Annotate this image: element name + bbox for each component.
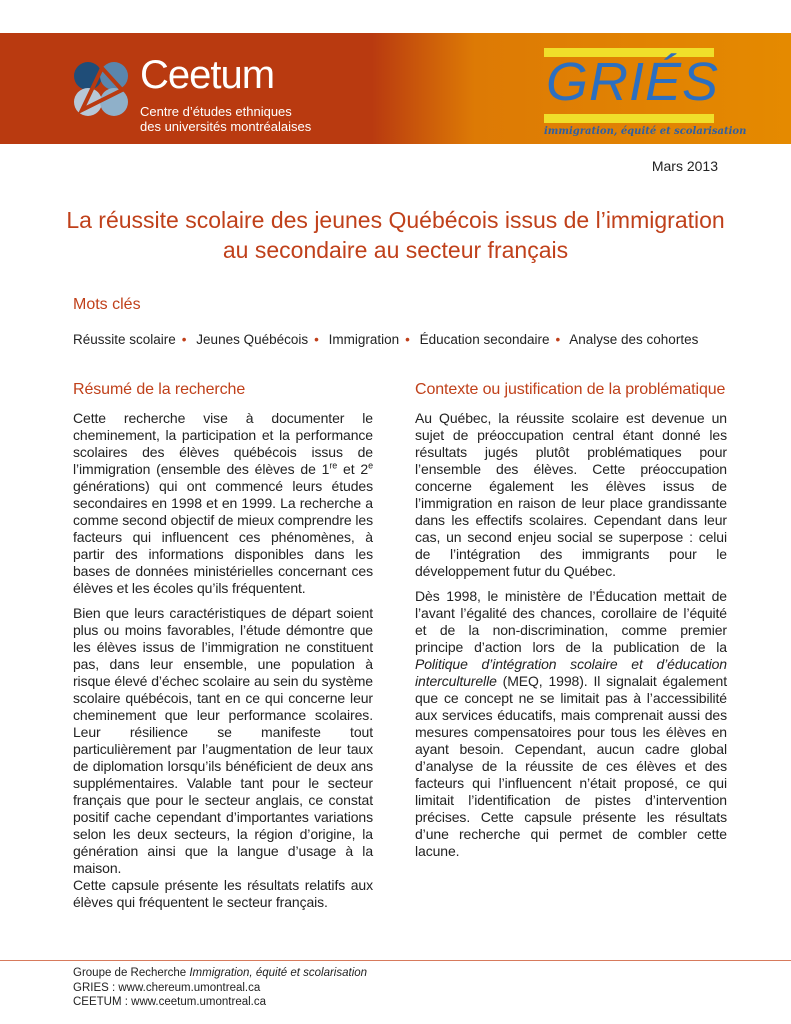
resume-paragraph-2: Bien que leurs caractéristiques de départ soient plus ou moins favorables, l’étude démontre que les élèves issus de l’immigration ne constituent pas, dans leur ensemble, une population à risque élevé d’échec scolaire au sein du système scolaire québécois, tant en ce qui concerne leur cheminement que leur performance scolaires. Leur résilience se manifeste tout particulièrement par l’augmentation de leur taux de diplomation lorsqu’ils bénéficient de deux ans supplémentaires. Valable tant pour le secteur français que pour le secteur anglais, ce constat positif cache cependant d’importantes variations selon les deux secteurs, la région d’origine, la génération ainsi que la langue d’usage à la maison. bbox=[73, 605, 373, 876]
bullet-icon: • bbox=[314, 332, 319, 347]
footer bbox=[73, 966, 367, 1010]
gries-bar-bottom bbox=[544, 114, 714, 123]
gries-tagline: immigration, équité et scolarisation bbox=[544, 126, 747, 137]
keyword: Éducation secondaire bbox=[419, 332, 550, 347]
resume-section bbox=[73, 380, 373, 911]
contexte-section bbox=[415, 380, 727, 860]
keywords-list bbox=[73, 331, 698, 348]
bullet-icon: • bbox=[555, 332, 561, 347]
ceetum-sub-line2: des universités montréalaises bbox=[140, 119, 312, 134]
ceetum-subtitle bbox=[140, 104, 311, 134]
footer-gries-link[interactable]: GRIES : www.chereum.umontreal.ca bbox=[73, 981, 261, 994]
gries-name: GRIÉS bbox=[546, 52, 720, 112]
keywords-heading: Mots clés bbox=[73, 296, 141, 313]
footer-ceetum-link[interactable]: CEETUM : www.ceetum.umontreal.ca bbox=[73, 996, 267, 1008]
resume-paragraph-3: Cette capsule présente les résultats relatifs aux élèves qui fréquentent le secteur français. bbox=[73, 877, 373, 910]
keyword: Jeunes Québécois bbox=[196, 332, 309, 347]
keyword: Analyse des cohortes bbox=[569, 332, 699, 347]
contexte-paragraph-1: Au Québec, la réussite scolaire est devenue un sujet de préoccupation central étant donné les résultats jugés plutôt problématiques pour l’ensemble des élèves. Cette préoccupation concerne également les élèves issus de l’immigration en raison de leur place grandissante dans les effectifs scolaires. Cependant dans leur cas, un second enjeu social se superpose : celui de l’intégration des immigrants pour le développement futur du Québec. bbox=[415, 410, 727, 579]
contexte-paragraph-2: Dès 1998, le ministère de l’Éducation mettait de l’avant l’égalité des chances, corollaire de l’équité et de la non-discrimination, comme premier principe d’action lors de la publication de la Politique d’intégration scolaire et d’éducation interculturelle (MEQ, 1998). Il signalait également que ce concept ne se limitait pas à l’accessibilité aux services éducatifs, mais comprenait aussi des mesures compensatoires pour tous les élèves en ayant besoin. Cependant, aucun cadre global d’analyse de la réussite de ces élèves et des facteurs qui l’influencent n’était proposé, ce qui limitait l’identification de pistes d’intervention précises. Cette capsule présente les résultats d’une recherche qui permet de combler cette lacune. bbox=[415, 588, 727, 859]
keyword: Immigration bbox=[328, 332, 400, 347]
ceetum-name: Ceetum bbox=[140, 53, 275, 97]
ceetum-mark-icon bbox=[72, 60, 130, 118]
bullet-icon: • bbox=[405, 332, 410, 347]
publication-date: Mars 2013 bbox=[651, 158, 718, 174]
resume-paragraph-1: Cette recherche vise à documenter le cheminement, la participation et la performance scolaires des élèves québécois issus de l’immigration (ensemble des élèves de 1re et 2e générations) qui ont commencé leurs études secondaires en 1998 et en 1999. La recherche a comme second objectif de mieux comprendre les facteurs qui influencent ces phénomènes, à partir des informations disponibles dans les bases de données ministérielles concernant ces élèves et les écoles qu’ils fréquentent. bbox=[73, 410, 373, 596]
keyword: Réussite scolaire bbox=[73, 332, 176, 347]
footer-group-line: Groupe de Recherche Immigration, équité et scolarisation bbox=[73, 967, 368, 979]
gries-logo bbox=[544, 40, 747, 140]
bullet-icon: • bbox=[181, 332, 187, 347]
page-title: La réussite scolaire des jeunes Québécois issus de l’immigration au secondaire au secteur français bbox=[66, 207, 725, 263]
ceetum-sub-line1: Centre d’études ethniques bbox=[140, 104, 292, 119]
resume-heading: Résumé de la recherche bbox=[73, 381, 246, 398]
footer-divider bbox=[0, 960, 791, 961]
contexte-heading: Contexte ou justification de la problématique bbox=[415, 381, 726, 398]
